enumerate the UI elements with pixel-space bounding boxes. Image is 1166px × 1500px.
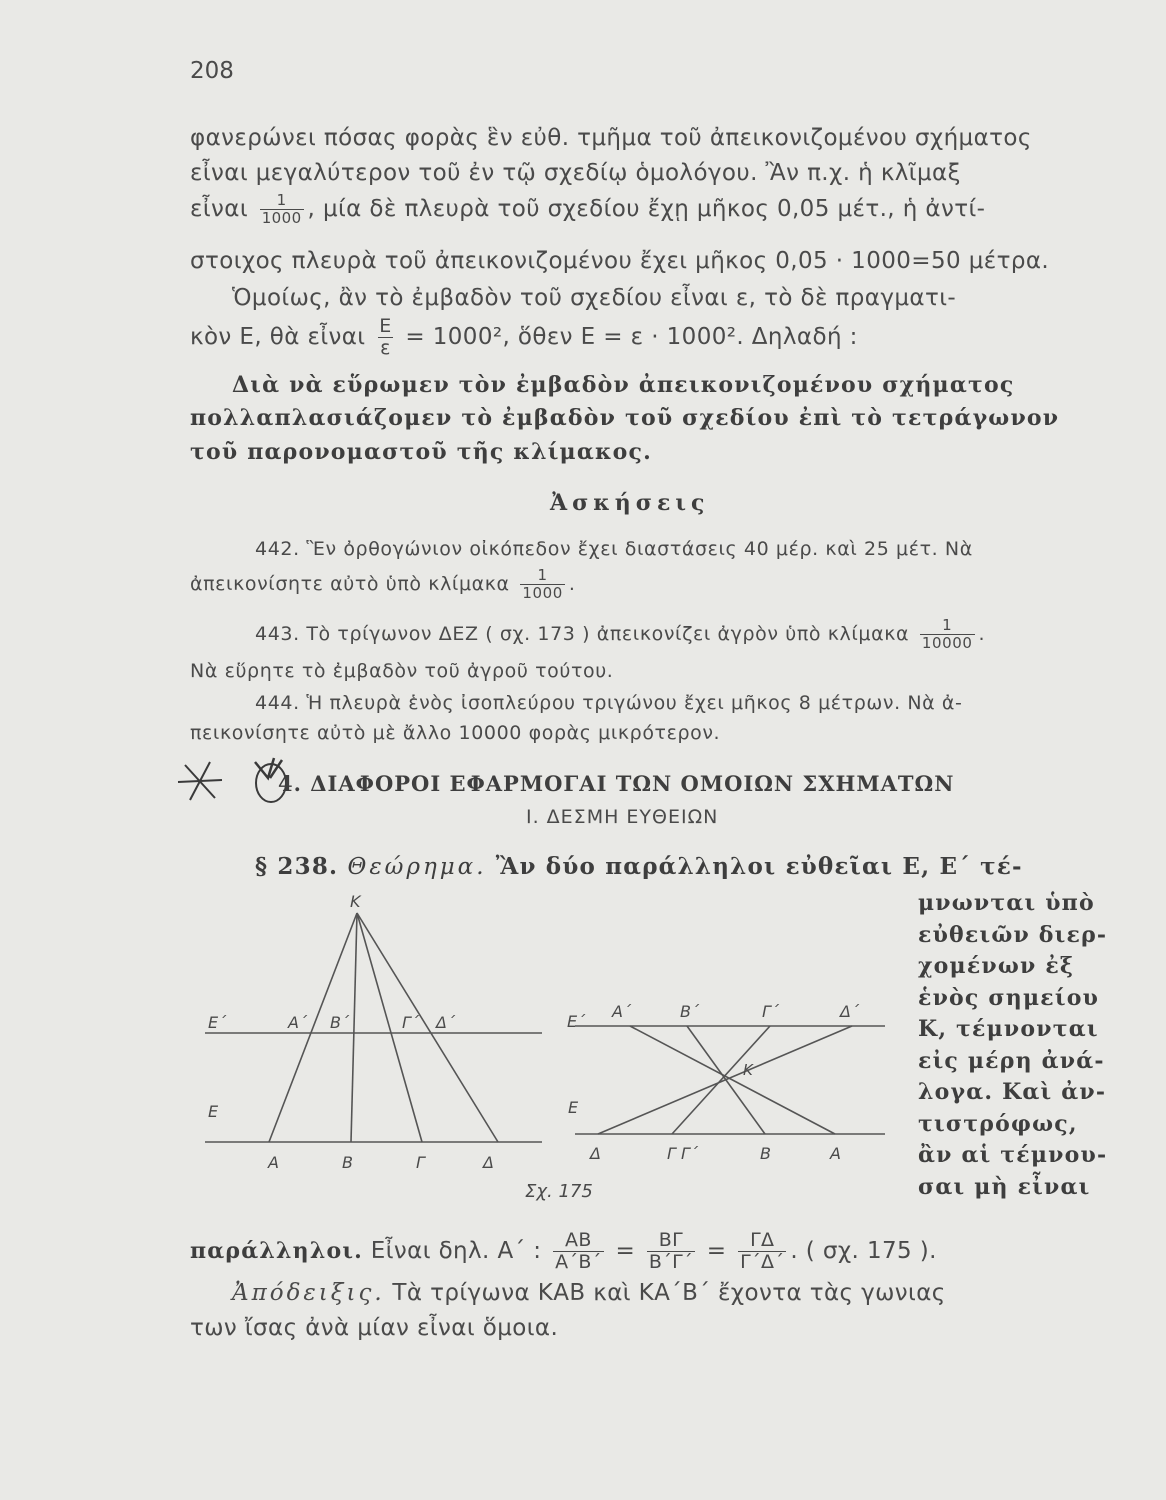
text: , μία δὲ πλευρὰ τοῦ σχεδίου ἔχῃ μῆκος 0,05 μέτ., ἡ ἀντί- <box>307 196 986 222</box>
left-diagram <box>205 913 542 1142</box>
denominator: Α΄Β΄ <box>555 1251 602 1273</box>
label-G: Γ Γ΄ <box>667 1144 698 1163</box>
side-line: Κ, τέμνονται <box>918 1016 1099 1042</box>
text-line-with-fraction <box>190 192 985 227</box>
label-E: Ε <box>208 1102 219 1121</box>
numerator: 1 <box>942 616 953 634</box>
rule-line: Διὰ νὰ εὕρωμεν τὸν ἐμβαδὸν ἀπεικονιζομένου σχήματος <box>232 372 1015 398</box>
exercise-line-with-fraction <box>190 567 576 602</box>
page-number: 208 <box>190 58 234 84</box>
numerator: 1 <box>276 191 287 209</box>
ray-DD <box>598 1026 852 1134</box>
denominator: Γ΄Δ΄ <box>740 1251 785 1273</box>
label-A: Α <box>830 1144 841 1163</box>
theorem-label: § 238. <box>255 853 339 880</box>
numerator: ΒΓ <box>658 1229 684 1251</box>
text: . <box>978 623 986 645</box>
side-line: χομένων ἐξ <box>918 953 1075 979</box>
exercise-line: 442. Ἓν ὀρθογώνιον οἰκόπεδον ἔχει διαστάσεις 40 μέρ. καὶ 25 μέτ. Νὰ <box>255 538 973 560</box>
fraction <box>920 617 975 652</box>
exercise-line: Νὰ εὕρητε τὸ ἐμβαδὸν τοῦ ἀγροῦ τούτου. <box>190 660 614 682</box>
numerator: 1 <box>537 566 548 584</box>
text-line: Ὁμοίως, ἂν τὸ ἐμβαδὸν τοῦ σχεδίου εἶναι ε, τὸ δὲ πραγματι- <box>232 285 957 311</box>
fraction <box>553 1230 604 1273</box>
label-A-prime: Α΄ <box>288 1013 307 1032</box>
theorem-word: Θεώρημα. <box>347 854 487 880</box>
label-G: Γ <box>416 1153 425 1172</box>
label-D-prime: Δ΄ <box>840 1002 859 1021</box>
denominator: 1000 <box>261 209 302 227</box>
ray-GG <box>672 1026 770 1134</box>
proof-word: Ἀπόδειξις. <box>232 1280 385 1306</box>
denominator: ε <box>380 337 391 359</box>
label-G-prime: Γ΄ <box>402 1013 419 1032</box>
numerator: ΑΒ <box>564 1229 592 1251</box>
text-line-with-fraction <box>190 316 858 359</box>
text: παράλληλοι. <box>190 1238 364 1264</box>
side-line: ἂν αἱ τέμνου- <box>918 1142 1108 1168</box>
theorem-line <box>255 853 1023 880</box>
rule-line: τοῦ παρονομαστοῦ τῆς κλίμακος. <box>190 439 652 465</box>
label-B-prime: Β΄ <box>680 1002 699 1021</box>
ray-KD <box>357 913 498 1142</box>
label-D-prime: Δ΄ <box>436 1013 455 1032</box>
label-G-prime: Γ΄ <box>762 1002 779 1021</box>
label-K: Κ <box>743 1061 753 1079</box>
label-E-prime: Ε΄ <box>567 1012 586 1031</box>
proof-line: των ἴσας ἀνὰ μίαν εἶναι ὅμοια. <box>190 1315 559 1341</box>
side-line: μνωνται ὑπὸ <box>918 890 1095 916</box>
exercise-line: πεικονίσητε αὐτὸ μὲ ἄλλο 10000 φορὰς μικρότερον. <box>190 722 721 744</box>
section-number: 4. <box>278 771 302 796</box>
label-K: Κ <box>350 892 361 911</box>
figure-175 <box>190 885 900 1205</box>
right-diagram <box>575 1026 885 1134</box>
rule-line: πολλαπλασιάζομεν τὸ ἐμβαδὸν τοῦ σχεδίου ἐπὶ τὸ τετράγωνον <box>190 405 1060 431</box>
section-subtitle: Ι. ΔΕΣΜΗ ΕΥΘΕΙΩΝ <box>526 806 719 828</box>
text: . <box>568 573 576 595</box>
side-line: ἑνὸς σημείου <box>918 984 1100 1011</box>
numerator: Ε <box>379 315 392 337</box>
label-E-prime: Ε΄ <box>208 1013 227 1032</box>
text-line: εἶναι μεγαλύτερον τοῦ ἐν τῷ σχεδίῳ ὁμολόγου. Ἂν π.χ. ἡ κλῖμαξ <box>190 160 961 186</box>
text-line: στοιχος πλευρὰ τοῦ ἀπεικονιζομένου ἔχει μῆκος 0,05 · 1000=50 μέτρα. <box>190 248 1050 274</box>
fraction <box>647 1230 695 1273</box>
side-line: σαι μὴ εἶναι <box>918 1173 1091 1200</box>
ray-AA <box>630 1026 835 1134</box>
label-A: Α <box>268 1153 279 1172</box>
label-B: Β <box>760 1144 771 1163</box>
fraction <box>520 567 565 602</box>
proof-line <box>232 1280 946 1306</box>
text: Εἶναι δηλ. Α΄ : <box>370 1238 542 1264</box>
equals: = <box>615 1238 636 1264</box>
denominator: 1000 <box>522 584 563 602</box>
label-E: Ε <box>568 1098 579 1117</box>
theorem-text: Ἂν δύο παράλληλοι εὐθεῖαι Ε, Ε΄ τέ- <box>495 853 1023 880</box>
side-line: εὐθειῶν διερ- <box>918 921 1108 948</box>
side-line: εἰς μέρη ἀνά- <box>918 1047 1105 1074</box>
numerator: ΓΔ <box>750 1229 775 1251</box>
fraction <box>260 192 304 227</box>
fraction <box>738 1230 786 1273</box>
ray-KB <box>351 913 357 1142</box>
text: ἀπεικονίσητε αὐτὸ ὑπὸ κλίμακα <box>190 573 510 595</box>
text: κὸν Ε, θὰ εἶναι <box>190 324 366 350</box>
theorem-conclusion-line <box>190 1230 937 1273</box>
label-A-prime: Α΄ <box>612 1002 631 1021</box>
denominator: Β΄Γ΄ <box>648 1251 694 1273</box>
text: . ( σχ. 175 ). <box>790 1238 937 1264</box>
section-title: ΔΙΑΦΟΡΟΙ ΕΦΑΡΜΟΓΑΙ ΤΩΝ ΟΜΟΙΩΝ ΣΧΗΜΑΤΩΝ <box>310 771 955 796</box>
denominator: 10000 <box>921 634 973 652</box>
text: = 1000², ὅθεν Ε = ε · 1000². Δηλαδή : <box>405 324 858 350</box>
exercise-line-with-fraction <box>255 617 985 652</box>
section-heading <box>278 771 954 796</box>
text-line: φανερώνει πόσας φορὰς ἓν εὐθ. τμῆμα τοῦ ἀπεικονιζομένου σχήματος <box>190 125 1032 151</box>
label-D: Δ <box>590 1144 601 1163</box>
text: 443. Τὸ τρίγωνον ΔΕΖ ( σχ. 173 ) ἀπεικονίζει ἀγρὸν ὑπὸ κλίμακα <box>255 623 910 645</box>
figure-caption: Σχ. 175 <box>525 1181 593 1202</box>
side-line: τιστρόφως, <box>918 1110 1078 1137</box>
exercise-line: 444. Ἡ πλευρὰ ἑνὸς ἰσοπλεύρου τριγώνου ἔχει μῆκος 8 μέτρων. Νὰ ἀ- <box>255 692 963 714</box>
theorem-side-column <box>918 888 1107 1203</box>
fraction <box>377 316 393 359</box>
side-line: λογα. Καὶ ἀν- <box>918 1079 1107 1105</box>
exercises-heading: Ἀσκήσεις <box>550 490 710 516</box>
equals: = <box>706 1238 727 1264</box>
label-B-prime: Β΄ <box>330 1013 349 1032</box>
text: εἶναι <box>190 196 249 222</box>
label-B: Β <box>342 1153 353 1172</box>
text: Τὰ τρίγωνα ΚΑΒ καὶ ΚΑ΄Β΄ ἔχοντα τὰς γωνιας <box>392 1280 946 1306</box>
label-D: Δ <box>483 1153 494 1172</box>
